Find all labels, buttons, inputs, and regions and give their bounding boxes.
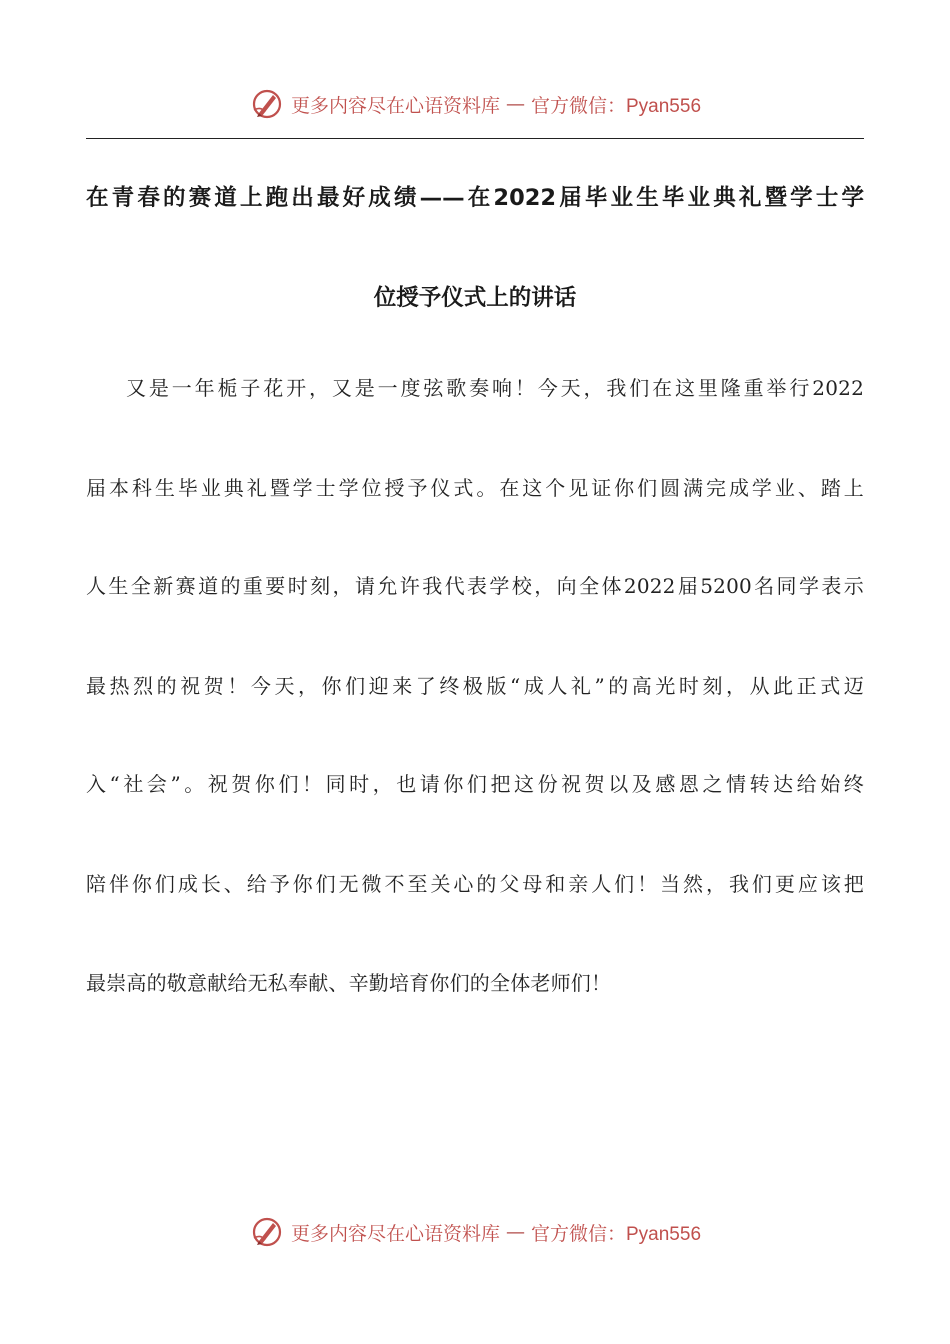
body-line: 最热烈的祝贺！今天，你们迎来了终极版“成人礼”的高光时刻，从此正式迈 bbox=[86, 674, 864, 698]
pen-logo-icon bbox=[249, 86, 285, 122]
banner-title: 更多内容尽在心语资料库 bbox=[290, 94, 500, 117]
body-line: 最崇高的敬意献给无私奉献、辛勤培育你们的全体老师们！ bbox=[86, 971, 612, 995]
body-line: 陪伴你们成长、给予你们无微不至关心的父母和亲人们！当然，我们更应该把 bbox=[86, 872, 864, 896]
banner-separator: — bbox=[506, 93, 525, 115]
pen-logo-icon bbox=[249, 1214, 285, 1250]
header-banner bbox=[0, 82, 950, 126]
header-divider bbox=[86, 138, 864, 139]
page-title-line-2: 位授予仪式上的讲话 bbox=[373, 285, 577, 311]
body-line: 又是一年栀子花开，又是一度弦歌奏响！今天，我们在这里隆重举行2022 bbox=[126, 376, 864, 400]
body-line: 人生全新赛道的重要时刻，请允许我代表学校，向全体2022届5200名同学表示 bbox=[86, 574, 864, 598]
body-line: 届本科生毕业典礼暨学士学位授予仪式。在这个见证你们圆满完成学业、踏上 bbox=[86, 476, 864, 500]
page-title-line-1: 在青春的赛道上跑出最好成绩——在2022届毕业生毕业典礼暨学士学 bbox=[86, 185, 864, 211]
banner-wechat: 官方微信：Pyan556 bbox=[531, 95, 702, 117]
banner-wechat: 官方微信：Pyan556 bbox=[531, 1223, 702, 1245]
footer-banner bbox=[0, 1210, 950, 1254]
banner-separator: — bbox=[506, 1221, 525, 1243]
body-line: 入“社会”。祝贺你们！同时，也请你们把这份祝贺以及感恩之情转达给始终 bbox=[86, 772, 864, 796]
banner-title: 更多内容尽在心语资料库 bbox=[290, 1222, 500, 1245]
